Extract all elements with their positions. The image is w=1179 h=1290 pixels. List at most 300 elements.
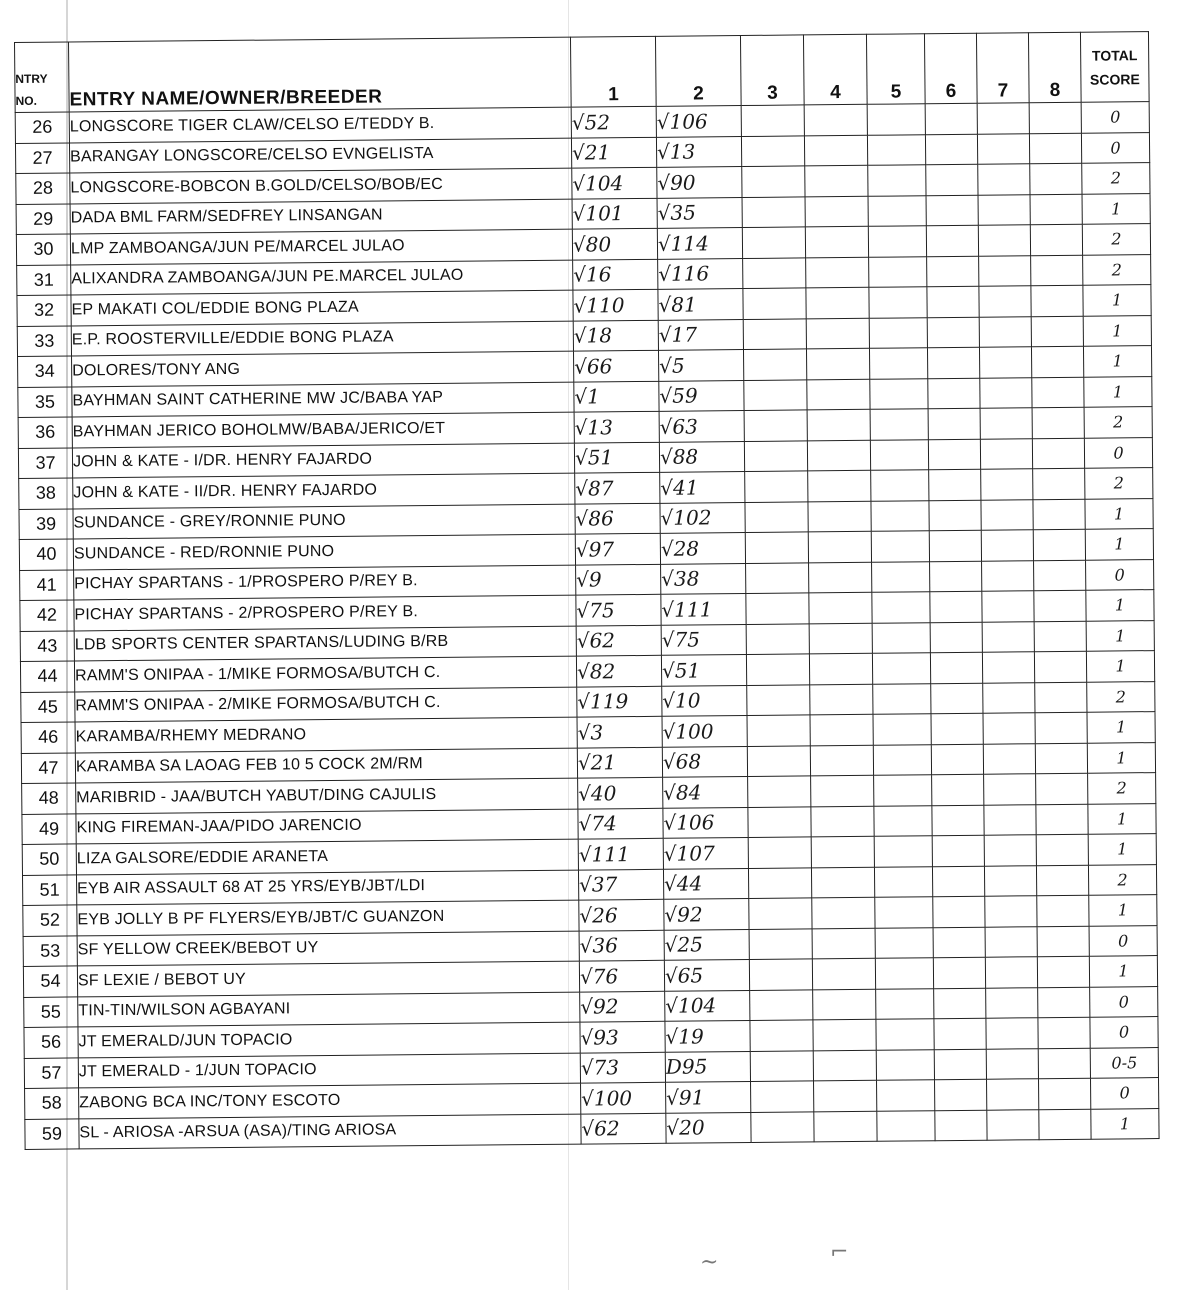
entry-number: 48 bbox=[22, 783, 76, 814]
round-4-cell bbox=[809, 592, 872, 623]
total-score: 0 bbox=[1081, 132, 1149, 163]
round-5-cell bbox=[877, 1110, 935, 1141]
round-3-cell bbox=[750, 1020, 813, 1051]
round-7-cell bbox=[982, 652, 1034, 683]
round-8-cell bbox=[1034, 560, 1086, 591]
entry-number: 55 bbox=[24, 996, 78, 1027]
round-8-cell bbox=[1030, 194, 1082, 225]
round-6-cell bbox=[930, 561, 982, 592]
round-1-result: √93 bbox=[580, 1021, 665, 1052]
round-1-result: √13 bbox=[574, 411, 659, 442]
round-3-cell bbox=[747, 684, 810, 715]
round-8-cell bbox=[1035, 712, 1087, 743]
round-2-result: √90 bbox=[657, 167, 742, 198]
round-8-cell bbox=[1035, 743, 1087, 774]
entry-number: 39 bbox=[19, 508, 73, 539]
entry-name: LDB SPORTS CENTER SPARTANS/LUDING B/RB bbox=[74, 626, 576, 661]
entry-name: ZABONG BCA INC/TONY ESCOTO bbox=[79, 1083, 581, 1118]
round-2-result: √20 bbox=[666, 1112, 751, 1143]
round-4-cell bbox=[812, 958, 875, 989]
total-score: 1 bbox=[1089, 956, 1157, 987]
entry-number: 49 bbox=[22, 813, 76, 844]
total-score: 1 bbox=[1086, 590, 1154, 621]
total-header-line1: TOTAL bbox=[1091, 46, 1138, 64]
round-1-result: √86 bbox=[575, 503, 660, 534]
entry-number: 38 bbox=[19, 478, 73, 509]
round-4-cell bbox=[812, 897, 875, 928]
round-7-cell bbox=[981, 469, 1033, 500]
entry-name: JT EMERALD - 1/JUN TOPACIO bbox=[78, 1053, 580, 1088]
round-4-cell bbox=[809, 562, 872, 593]
round-3-cell bbox=[744, 410, 807, 441]
round-2-result: √88 bbox=[659, 441, 744, 472]
total-score: 2 bbox=[1082, 163, 1150, 194]
round-4-cell bbox=[810, 745, 873, 776]
round-7-cell bbox=[984, 835, 1036, 866]
round-6-cell bbox=[925, 134, 977, 165]
round-6-cell bbox=[932, 835, 984, 866]
round-7-cell bbox=[982, 621, 1034, 652]
entry-number: 58 bbox=[25, 1088, 79, 1119]
round-8-cell bbox=[1031, 316, 1083, 347]
round-4-cell bbox=[807, 409, 870, 440]
round-3-cell bbox=[749, 928, 812, 959]
round-3-cell bbox=[741, 105, 804, 136]
round-6-cell bbox=[933, 927, 985, 958]
round-5-cell bbox=[872, 592, 930, 623]
entry-name: TIN-TIN/WILSON AGBAYANI bbox=[78, 992, 580, 1027]
entry-number: 30 bbox=[16, 234, 70, 265]
round-4-cell bbox=[808, 531, 871, 562]
round-1-result: √87 bbox=[575, 472, 660, 503]
round-1-result: √51 bbox=[574, 442, 659, 473]
round-4-cell bbox=[808, 470, 871, 501]
round-7-cell bbox=[982, 591, 1034, 622]
round-2-result: √104 bbox=[665, 990, 750, 1021]
entry-no-header bbox=[15, 42, 70, 113]
round-2-result: √5 bbox=[658, 350, 743, 381]
total-score: 0-5 bbox=[1090, 1047, 1158, 1078]
round-4-cell bbox=[813, 1019, 876, 1050]
round-1-result: √3 bbox=[577, 716, 662, 747]
round-6-cell bbox=[933, 896, 985, 927]
entry-number: 44 bbox=[20, 661, 74, 692]
score-table bbox=[14, 31, 1160, 1150]
round-6-cell bbox=[927, 317, 979, 348]
round-3-cell bbox=[744, 440, 807, 471]
entry-name: LONGSCORE TIGER CLAW/CELSO E/TEDDY B. bbox=[69, 107, 571, 142]
round-1-result: √37 bbox=[578, 869, 663, 900]
round-8-cell bbox=[1033, 499, 1085, 530]
round-2-result: √28 bbox=[660, 533, 745, 564]
total-score: 0 bbox=[1090, 986, 1158, 1017]
round-7-cell bbox=[983, 713, 1035, 744]
round-3-cell bbox=[743, 288, 806, 319]
round-7-cell bbox=[978, 225, 1030, 256]
round-1-result: √16 bbox=[573, 259, 658, 290]
round-2-result: √38 bbox=[661, 563, 746, 594]
round-8-cell bbox=[1038, 1078, 1090, 1109]
round-2-result: √100 bbox=[662, 715, 747, 746]
entries-body bbox=[15, 102, 1159, 1150]
round-8-cell bbox=[1034, 590, 1086, 621]
round-5-cell bbox=[867, 104, 925, 135]
round-3-cell bbox=[746, 654, 809, 685]
round-7-cell bbox=[982, 560, 1034, 591]
round-5-cell bbox=[875, 927, 933, 958]
round-7-cell bbox=[984, 865, 1036, 896]
entry-name: EYB AIR ASSAULT 68 AT 25 YRS/EYB/JBT/LDI bbox=[76, 870, 578, 905]
entry-number: 33 bbox=[17, 325, 71, 356]
round-5-cell bbox=[868, 226, 926, 257]
round-3-cell bbox=[745, 471, 808, 502]
round-1-result: √26 bbox=[579, 899, 664, 930]
entry-name: SF LEXIE / BEBOT UY bbox=[77, 961, 579, 996]
round-4-cell bbox=[814, 1080, 877, 1111]
round-5-cell bbox=[869, 348, 927, 379]
round-6-cell bbox=[934, 1018, 986, 1049]
entry-number: 27 bbox=[15, 142, 69, 173]
round-8-cell bbox=[1033, 529, 1085, 560]
total-score: 1 bbox=[1087, 742, 1155, 773]
round-2-result: √102 bbox=[660, 502, 745, 533]
round-3-cell bbox=[748, 867, 811, 898]
entry-number: 32 bbox=[17, 295, 71, 326]
entry-name: MARIBRID - JAA/BUTCH YABUT/DING CAJULIS bbox=[76, 778, 578, 813]
round-2-result: √44 bbox=[663, 868, 748, 899]
round-4-cell bbox=[811, 867, 874, 898]
entry-name: DADA BML FARM/SEDFREY LINSANGAN bbox=[70, 199, 572, 234]
round-1-result: √80 bbox=[572, 228, 657, 259]
entry-name: LONGSCORE-BOBCON B.GOLD/CELSO/BOB/EC bbox=[70, 168, 572, 203]
round-5-cell bbox=[873, 744, 931, 775]
total-score: 1 bbox=[1087, 712, 1155, 743]
round-1-result: √52 bbox=[571, 106, 656, 137]
name-header: ENTRY NAME/OWNER/BREEDER bbox=[69, 37, 572, 112]
round-3-cell bbox=[745, 501, 808, 532]
round-2-result: √19 bbox=[665, 1020, 750, 1051]
round-6-cell bbox=[935, 1079, 987, 1110]
round-6-cell bbox=[927, 256, 979, 287]
round-6-cell bbox=[930, 652, 982, 683]
round-7-cell bbox=[979, 286, 1031, 317]
round-5-cell bbox=[877, 1080, 935, 1111]
round-6-cell bbox=[930, 622, 982, 653]
round-8-cell bbox=[1035, 682, 1087, 713]
round-8-cell bbox=[1029, 133, 1081, 164]
entry-number: 29 bbox=[16, 203, 70, 234]
total-score: 0 bbox=[1084, 437, 1152, 468]
round-4-cell bbox=[806, 257, 869, 288]
round-header-8: 8 bbox=[1028, 32, 1081, 102]
entry-name: SF YELLOW CREEK/BEBOT UY bbox=[77, 931, 579, 966]
entry-name: BAYHMAN SAINT CATHERINE MW JC/BABA YAP bbox=[72, 382, 574, 417]
round-4-cell bbox=[806, 348, 869, 379]
round-7-cell bbox=[983, 682, 1035, 713]
round-6-cell bbox=[927, 286, 979, 317]
round-2-result: √13 bbox=[656, 136, 741, 167]
total-score: 0 bbox=[1081, 102, 1149, 133]
entry-name: SL - ARIOSA -ARSUA (ASA)/TING ARIOSA bbox=[79, 1114, 581, 1149]
round-4-cell bbox=[812, 928, 875, 959]
round-4-cell bbox=[811, 836, 874, 867]
round-5-cell bbox=[869, 287, 927, 318]
round-1-result: √21 bbox=[571, 137, 656, 168]
entry-name: PICHAY SPARTANS - 2/PROSPERO P/REY B. bbox=[74, 595, 576, 630]
entry-name: KARAMBA SA LAOAG FEB 10 5 COCK 2M/RM bbox=[75, 748, 577, 783]
round-8-cell bbox=[1039, 1109, 1091, 1140]
entry-number: 36 bbox=[18, 417, 72, 448]
round-8-cell bbox=[1031, 255, 1083, 286]
round-1-result: √62 bbox=[581, 1113, 666, 1144]
round-7-cell bbox=[985, 957, 1037, 988]
round-2-result: √81 bbox=[658, 289, 743, 320]
round-6-cell bbox=[929, 530, 981, 561]
round-5-cell bbox=[874, 805, 932, 836]
round-4-cell bbox=[814, 1111, 877, 1142]
entry-name: JT EMERALD/JUN TOPACIO bbox=[78, 1022, 580, 1057]
total-score: 2 bbox=[1088, 773, 1156, 804]
round-5-cell bbox=[876, 988, 934, 1019]
entry-number: 31 bbox=[17, 264, 71, 295]
round-4-cell bbox=[806, 287, 869, 318]
round-7-cell bbox=[980, 438, 1032, 469]
round-3-cell bbox=[746, 562, 809, 593]
round-1-result: √36 bbox=[579, 930, 664, 961]
total-score: 1 bbox=[1088, 834, 1156, 865]
round-3-cell bbox=[749, 898, 812, 929]
entry-name: RAMM'S ONIPAA - 2/MIKE FORMOSA/BUTCH C. bbox=[75, 687, 577, 722]
entry-name: KARAMBA/RHEMY MEDRANO bbox=[75, 717, 577, 752]
round-7-cell bbox=[987, 1109, 1039, 1140]
round-6-cell bbox=[934, 988, 986, 1019]
round-5-cell bbox=[872, 622, 930, 653]
round-6-cell bbox=[934, 1049, 986, 1080]
round-7-cell bbox=[986, 1048, 1038, 1079]
round-6-cell bbox=[932, 774, 984, 805]
round-3-cell bbox=[748, 806, 811, 837]
entry-number: 56 bbox=[24, 1027, 78, 1058]
round-1-result: √66 bbox=[573, 350, 658, 381]
round-8-cell bbox=[1032, 377, 1084, 408]
round-5-cell bbox=[868, 165, 926, 196]
entry-number: 52 bbox=[23, 905, 77, 936]
round-1-result: √97 bbox=[575, 533, 660, 564]
total-score-header bbox=[1080, 32, 1149, 103]
round-4-cell bbox=[804, 104, 867, 135]
round-4-cell bbox=[809, 653, 872, 684]
round-6-cell bbox=[931, 683, 983, 714]
total-score: 2 bbox=[1084, 407, 1152, 438]
round-6-cell bbox=[932, 805, 984, 836]
round-2-result: √25 bbox=[664, 929, 749, 960]
round-7-cell bbox=[977, 103, 1029, 134]
round-5-cell bbox=[871, 531, 929, 562]
entry-name: JOHN & KATE - II/DR. HENRY FAJARDO bbox=[73, 473, 575, 508]
round-4-cell bbox=[811, 775, 874, 806]
round-2-result: √116 bbox=[658, 258, 743, 289]
round-header-3: 3 bbox=[740, 35, 804, 106]
round-5-cell bbox=[872, 561, 930, 592]
round-6-cell bbox=[929, 469, 981, 500]
round-3-cell bbox=[746, 593, 809, 624]
round-8-cell bbox=[1038, 1017, 1090, 1048]
total-score: 1 bbox=[1083, 285, 1151, 316]
round-8-cell bbox=[1037, 926, 1089, 957]
round-7-cell bbox=[979, 255, 1031, 286]
entry-name: KING FIREMAN-JAA/PIDO JARENCIO bbox=[76, 809, 578, 844]
round-1-result: √92 bbox=[580, 991, 665, 1022]
round-5-cell bbox=[869, 256, 927, 287]
entry-number: 26 bbox=[15, 112, 69, 143]
round-3-cell bbox=[742, 166, 805, 197]
round-3-cell bbox=[742, 196, 805, 227]
round-5-cell bbox=[874, 866, 932, 897]
total-score: 0 bbox=[1086, 559, 1154, 590]
total-header-line2: SCORE bbox=[1089, 70, 1140, 88]
round-6-cell bbox=[935, 1110, 987, 1141]
total-score: 1 bbox=[1085, 529, 1153, 560]
round-2-result: √107 bbox=[663, 837, 748, 868]
round-3-cell bbox=[747, 745, 810, 776]
round-4-cell bbox=[810, 684, 873, 715]
round-2-result: √17 bbox=[658, 319, 743, 350]
round-1-result: √119 bbox=[577, 686, 662, 717]
round-8-cell bbox=[1036, 773, 1088, 804]
round-4-cell bbox=[807, 440, 870, 471]
round-2-result: √91 bbox=[666, 1081, 751, 1112]
total-score: 2 bbox=[1088, 864, 1156, 895]
entry-number: 40 bbox=[19, 539, 73, 570]
round-2-result: √65 bbox=[664, 959, 749, 990]
total-score: 1 bbox=[1084, 376, 1152, 407]
total-score: 1 bbox=[1083, 315, 1151, 346]
entry-name: ALIXANDRA ZAMBOANGA/JUN PE.MARCEL JULAO bbox=[71, 260, 573, 295]
round-1-result: √82 bbox=[576, 655, 661, 686]
round-header-4: 4 bbox=[803, 34, 867, 105]
round-2-result: √84 bbox=[663, 776, 748, 807]
total-score: 1 bbox=[1091, 1108, 1159, 1139]
entry-name: RAMM'S ONIPAA - 1/MIKE FORMOSA/BUTCH C. bbox=[74, 656, 576, 691]
round-1-result: √76 bbox=[579, 960, 664, 991]
round-8-cell bbox=[1038, 987, 1090, 1018]
round-1-result: √73 bbox=[580, 1052, 665, 1083]
round-2-result: √59 bbox=[659, 380, 744, 411]
round-5-cell bbox=[867, 134, 925, 165]
round-header-6: 6 bbox=[924, 33, 977, 103]
entry-number: 57 bbox=[24, 1057, 78, 1088]
round-4-cell bbox=[809, 623, 872, 654]
total-score: 1 bbox=[1086, 651, 1154, 682]
round-4-cell bbox=[805, 196, 868, 227]
round-4-cell bbox=[805, 226, 868, 257]
round-4-cell bbox=[805, 165, 868, 196]
round-8-cell bbox=[1038, 1048, 1090, 1079]
round-1-result: √111 bbox=[578, 838, 663, 869]
round-8-cell bbox=[1029, 102, 1081, 133]
round-8-cell bbox=[1037, 895, 1089, 926]
round-4-cell bbox=[813, 1050, 876, 1081]
round-3-cell bbox=[744, 379, 807, 410]
total-score: 1 bbox=[1088, 803, 1156, 834]
round-6-cell bbox=[930, 591, 982, 622]
round-7-cell bbox=[986, 987, 1038, 1018]
round-3-cell bbox=[743, 349, 806, 380]
round-1-result: √100 bbox=[581, 1082, 666, 1113]
round-7-cell bbox=[979, 347, 1031, 378]
round-7-cell bbox=[981, 499, 1033, 530]
round-8-cell bbox=[1032, 407, 1084, 438]
entry-number: 43 bbox=[20, 630, 74, 661]
entry-no-header-line2: NO. bbox=[15, 93, 37, 108]
entry-no-header-line1: NTRY bbox=[15, 71, 48, 86]
round-2-result: √68 bbox=[662, 746, 747, 777]
round-header-1: 1 bbox=[570, 36, 656, 107]
round-7-cell bbox=[980, 408, 1032, 439]
round-7-cell bbox=[978, 194, 1030, 225]
entry-name: BAYHMAN JERICO BOHOLMW/BABA/JERICO/ET bbox=[72, 412, 574, 447]
round-4-cell bbox=[807, 379, 870, 410]
round-8-cell bbox=[1032, 438, 1084, 469]
round-4-cell bbox=[811, 806, 874, 837]
round-7-cell bbox=[983, 743, 1035, 774]
entry-number: 37 bbox=[18, 447, 72, 478]
header-row bbox=[15, 32, 1150, 113]
round-5-cell bbox=[869, 317, 927, 348]
round-4-cell bbox=[804, 135, 867, 166]
round-7-cell bbox=[984, 804, 1036, 835]
round-2-result: √10 bbox=[662, 685, 747, 716]
round-2-result: √63 bbox=[659, 411, 744, 442]
round-6-cell bbox=[929, 500, 981, 531]
round-3-cell bbox=[750, 1050, 813, 1081]
round-1-result: √101 bbox=[572, 198, 657, 229]
round-5-cell bbox=[875, 897, 933, 928]
entry-name: LIZA GALSORE/EDDIE ARANETA bbox=[76, 839, 578, 874]
entry-number: 51 bbox=[22, 874, 76, 905]
entry-number: 42 bbox=[20, 600, 74, 631]
total-score: 0 bbox=[1089, 925, 1157, 956]
round-5-cell bbox=[871, 500, 929, 531]
round-6-cell bbox=[928, 408, 980, 439]
round-1-result: √40 bbox=[578, 777, 663, 808]
round-4-cell bbox=[810, 714, 873, 745]
round-8-cell bbox=[1037, 956, 1089, 987]
round-8-cell bbox=[1036, 834, 1088, 865]
round-6-cell bbox=[931, 713, 983, 744]
round-2-result: D95 bbox=[665, 1051, 750, 1082]
round-header-5: 5 bbox=[866, 34, 925, 105]
scan-smudge-mark: ~ bbox=[700, 1250, 719, 1275]
round-3-cell bbox=[742, 227, 805, 258]
round-3-cell bbox=[751, 1081, 814, 1112]
round-3-cell bbox=[748, 776, 811, 807]
round-6-cell bbox=[932, 866, 984, 897]
round-8-cell bbox=[1030, 224, 1082, 255]
entry-number: 54 bbox=[23, 966, 77, 997]
round-6-cell bbox=[925, 103, 977, 134]
round-4-cell bbox=[813, 989, 876, 1020]
round-5-cell bbox=[870, 409, 928, 440]
round-header-7: 7 bbox=[976, 33, 1029, 103]
round-8-cell bbox=[1031, 285, 1083, 316]
round-5-cell bbox=[872, 653, 930, 684]
round-7-cell bbox=[984, 774, 1036, 805]
round-4-cell bbox=[808, 501, 871, 532]
round-1-result: √75 bbox=[576, 594, 661, 625]
round-3-cell bbox=[741, 135, 804, 166]
round-5-cell bbox=[876, 1019, 934, 1050]
